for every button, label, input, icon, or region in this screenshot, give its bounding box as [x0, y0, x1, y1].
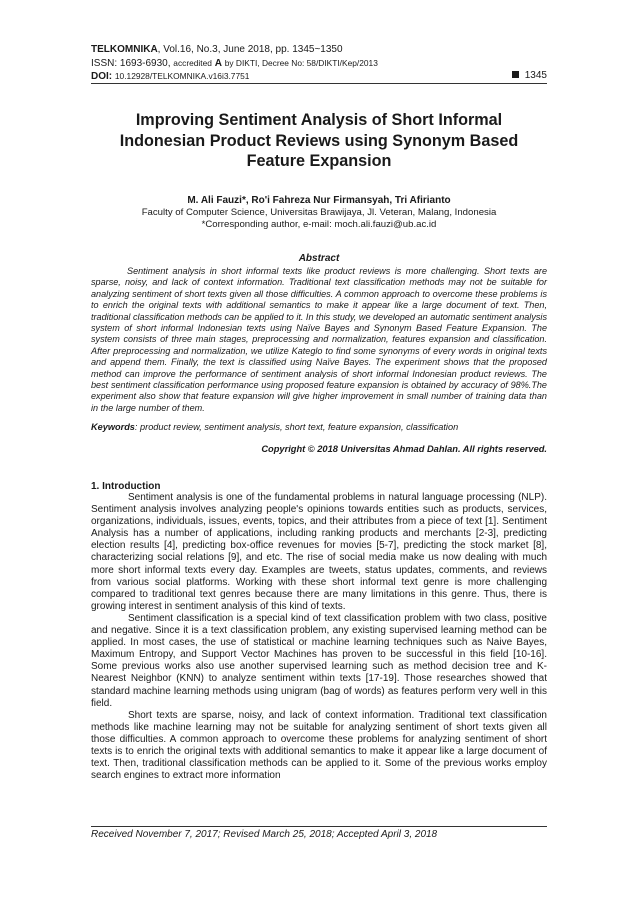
accredited-grade: A [214, 57, 222, 69]
copyright: Copyright © 2018 Universitas Ahmad Dahlan. All rights reserved. [261, 444, 547, 454]
issn: ISSN: 1693-6930, [91, 57, 171, 69]
volume-info: , Vol.16, No.3, June 2018, pp. 1345~1350 [157, 44, 343, 55]
doi-label: DOI: [91, 71, 113, 82]
doi: 10.12928/TELKOMNIKA.v16i3.7751 [114, 71, 250, 81]
page-number-text: 1345 [524, 70, 547, 81]
journal-name: TELKOMNIKA [91, 44, 158, 55]
paragraph: Sentiment classification is a special kind of text classification problem with two class, positive and negative. Since it is a text classification problem, any existing supervised learning method can be applied. In most cases, the use of statistical or machine learning techniques such as Naive Bayes, Maximum Entropy, and Support Vector Machines has proven to be successful in this field [10-16]. Some previous works also use another supervised learning such as method decision tree and K-Nearest Neighbor (KNN) to analyze sentiment within texts [17-19]. Those researches showed that standard machine learning methods using unigram (bag of words) as features perform very well in this field. [91, 612, 547, 709]
issn-line [91, 57, 547, 71]
affiliation-block [91, 207, 547, 230]
paragraph: Sentiment analysis is one of the fundamental problems in natural language processing (NLP). Sentiment analysis involves analyzing people's opinions towards entities such as products, services, organizations, individuals, issues, events, topics, and their attributes from a piece of text [1]. Sentiment Analysis has a number of applications, including ranking products and merchants [2-3], predicting election results [4], predicting box-office revenues for movies [5-7], predicting the stock market [8], characterizing social relations [9], and etc. The rise of social media make us now dealing with much more short informal texts every day. Examples are tweets, status updates, comments, and reviews from various social platforms. Working with these short informal text genre is more challenging compared to traditional text genres because there are many limitations in this genre. Thus, there is growing interest in sentiment analysis of this kind of texts. [91, 492, 547, 612]
abstract-heading: Abstract [298, 253, 340, 264]
decree: by DIKTI, Decree No: 58/DIKTI/Kep/2013 [224, 57, 378, 68]
header-rule [91, 83, 547, 84]
received-dates: Received November 7, 2017; Revised March 25, 2018; Accepted April 3, 2018 [91, 829, 438, 840]
section-heading: 1. Introduction [91, 481, 161, 492]
page-number [512, 70, 547, 83]
corresponding-author: *Corresponding author, e-mail: moch.ali.fauzi@ub.ac.id [201, 218, 437, 230]
title-line: Improving Sentiment Analysis of Short Informal [135, 111, 503, 129]
doi-line [91, 70, 547, 84]
footer-rule [91, 826, 547, 827]
title-line: Indonesian Product Reviews using Synonym Based [119, 131, 519, 150]
authors: M. Ali Fauzi*, Ro'i Fahreza Nur Firmansyah, Tri Afirianto [187, 195, 451, 206]
paper-title [91, 110, 547, 172]
keywords-text: : product review, sentiment analysis, short text, feature expansion, classification [134, 422, 459, 432]
section-body [91, 492, 547, 782]
journal-line [91, 44, 547, 57]
affiliation: Faculty of Computer Science, Universitas Brawijaya, Jl. Veteran, Malang, Indonesia [141, 207, 497, 218]
keywords [91, 422, 547, 432]
paragraph: Short texts are sparse, noisy, and lack of context information. Traditional text classification methods like machine learning may not be suitable for analyzing sentiment of short texts given all those difficulties. A common approach to overcome these problems for analyzing sentiment of short texts is to enrich the original texts with additional semantics to make it appear like a large document of text. Then, traditional classification methods can be applied to it. Some of the previous works employ search engines to extract more information [91, 709, 547, 782]
journal-header [91, 44, 547, 84]
title-line: Feature Expansion [246, 152, 392, 170]
accredited-label: accredited [173, 57, 212, 68]
abstract-text: Sentiment analysis in short informal texts like product reviews is more challenging. Short texts are sparse, noisy, and lack of context information. Traditional text classification methods may not be suitable for analyzing sentiment of short texts given all those difficulties. A common approach to overcome these problems is to enrich the original texts with additional semantics to make it appear like a large document of text. Then, traditional classification methods can be applied to it. In this study, we developed an automatic sentiment analysis system of short informal Indonesian texts using Naïve Bayes and Synonym Based Feature Expansion. The system consists of three main stages, preprocessing and normalization, features expansion and classification. After preprocessing and normalization, we utilize Kateglo to find some synonyms of every words in original texts and append them. Finally, the text is classified using Naïve Bayes. The experiment shows that the proposed method can improve the performance of sentiment analysis of short informal Indonesian product reviews. The best sentiment classification performance using proposed feature expansion is obtained by accuracy of 98%.The experiment also show that feature expansion will give higher improvement in small number of training data than in the large number of them. [91, 266, 547, 413]
square-bullet-icon [512, 71, 519, 78]
keywords-label: Keywords [91, 422, 135, 432]
